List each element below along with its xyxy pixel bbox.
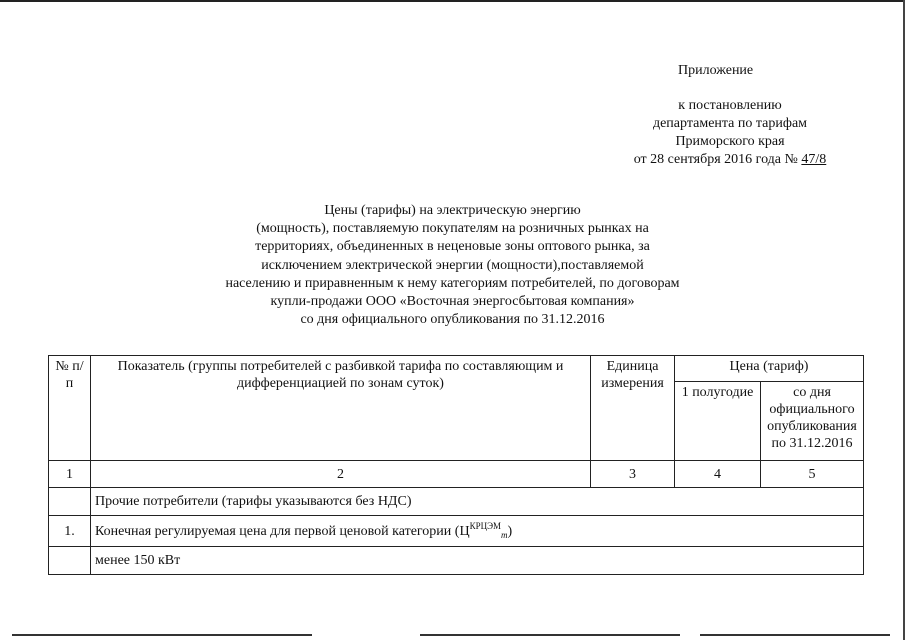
appendix-line-1: к постановлению [678, 98, 782, 113]
heading-line: со дня официального опубликования по 31.12.2016 [300, 312, 605, 328]
row-number-empty [49, 547, 91, 575]
price-superscript: КРЦЭМ [469, 521, 502, 531]
column-number: 1 [49, 461, 91, 488]
header-price: Цена (тариф) [675, 356, 864, 382]
row-number: 1. [49, 516, 91, 547]
tariff-table [48, 355, 864, 575]
column-number: 4 [675, 461, 761, 488]
header-unit: Единица измерения [591, 356, 675, 461]
heading-line: (мощность), поставляемую покупателям на розничных рынках на [256, 221, 649, 237]
price-subscript: m [501, 530, 508, 540]
document-heading [180, 202, 725, 329]
appendix-date: от 28 сентября 2016 года № [633, 152, 798, 167]
header-indicator: Показатель (группы потребителей с разбивкой тарифа по составляющим и дифференциацией по зонам суток) [91, 356, 591, 461]
heading-line: территориях, объединенных в неценовые зоны оптового рынка, за [255, 239, 650, 255]
scan-border-top [0, 0, 905, 2]
heading-line: населению и приравненным к нему категориям потребителей, по договорам [225, 275, 680, 291]
header-from-publication: со дня официального опубликования по 31.12.2016 [761, 382, 864, 461]
less-than-150kw-row: менее 150 кВт [91, 547, 864, 575]
header-number: № п/п [49, 356, 91, 461]
column-number: 5 [761, 461, 864, 488]
closing-paren: ) [507, 524, 513, 539]
row-number-empty [49, 488, 91, 516]
column-number: 2 [91, 461, 591, 488]
header-first-half: 1 полугодие [675, 382, 761, 461]
heading-line: Цены (тарифы) на электрическую энергию [324, 203, 581, 218]
heading-line: исключением электрической энергии (мощности),поставляемой [261, 257, 644, 273]
first-price-category-row [91, 516, 864, 547]
column-number: 3 [591, 461, 675, 488]
appendix-title: Приложение [678, 63, 754, 78]
appendix-reference [600, 97, 860, 169]
first-price-category-label: Конечная регулируемая цена для первой ценовой категории (Ц [95, 524, 470, 539]
appendix-date-line [600, 151, 860, 169]
other-consumers-row: Прочие потребители (тарифы указываются без НДС) [91, 488, 864, 516]
appendix-line-3: Приморского края [675, 134, 785, 149]
appendix-line-2: департамента по тарифам [652, 116, 808, 131]
heading-line: купли-продажи ООО «Восточная энергосбытовая компания» [270, 293, 635, 309]
resolution-number: 47/8 [801, 152, 827, 167]
scan-border-bottom [0, 634, 905, 638]
